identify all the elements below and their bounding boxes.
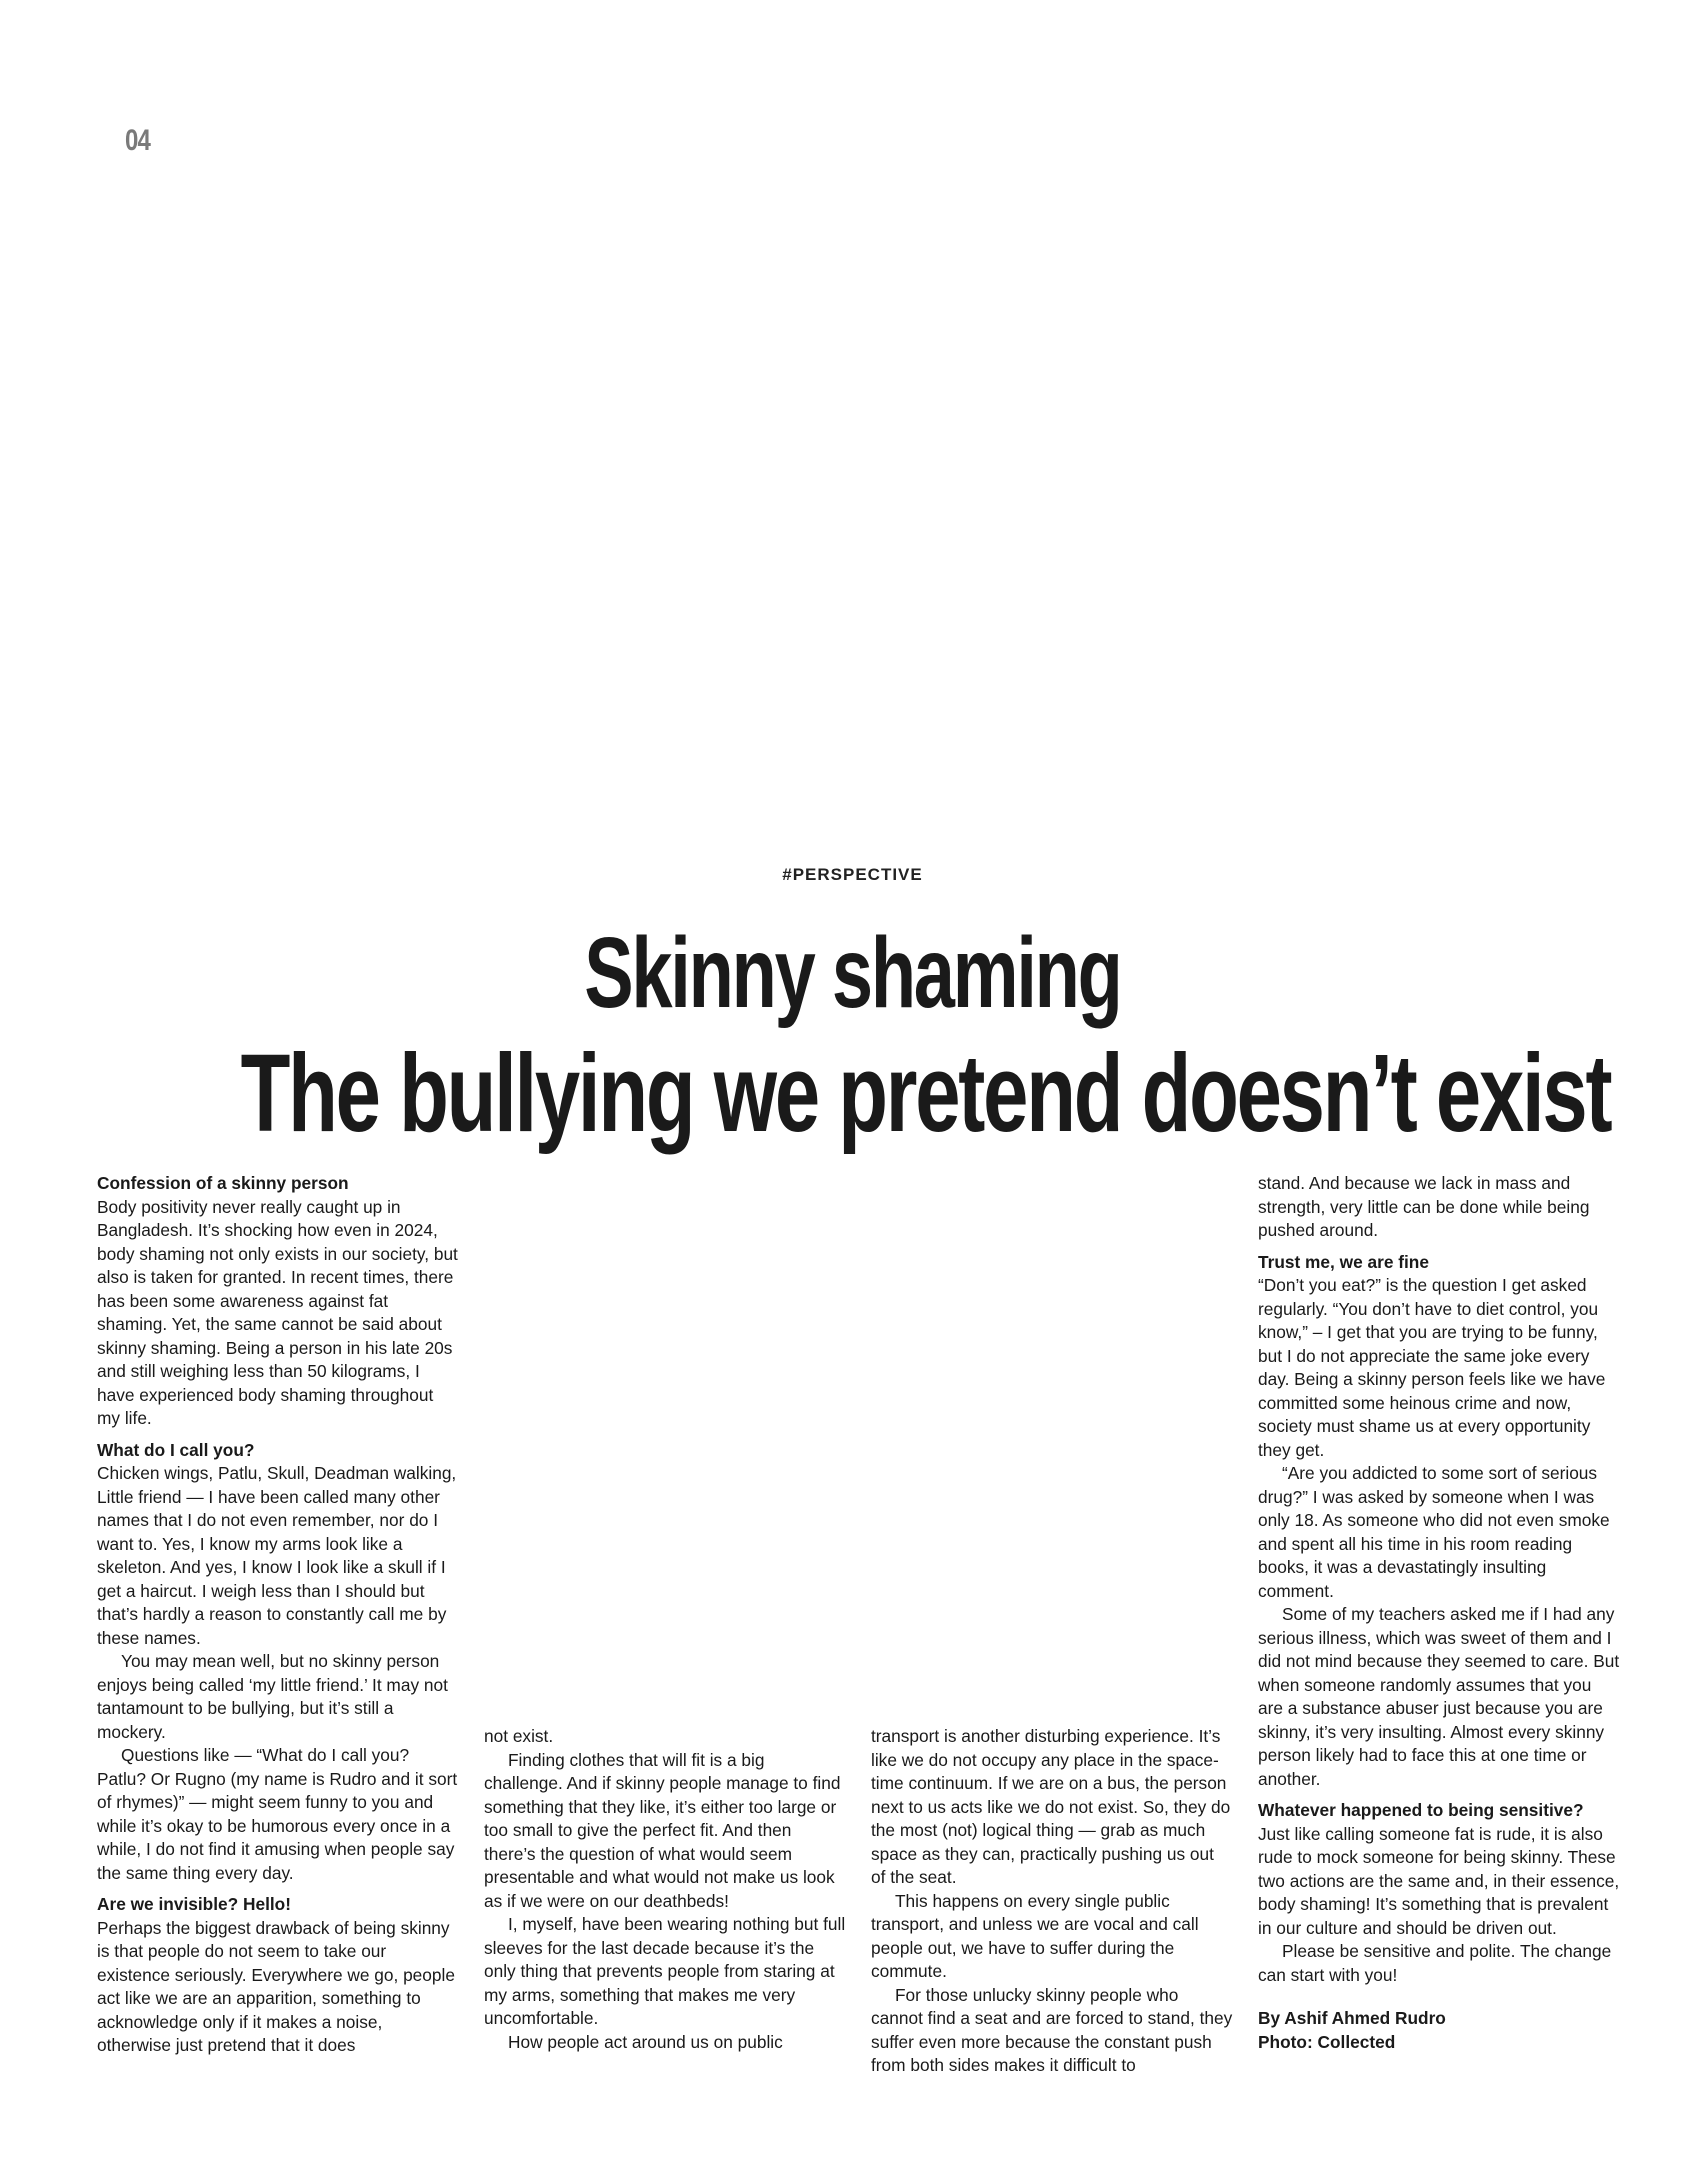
paragraph: “Don’t you eat?” is the question I get asked regularly. “You don’t have to diet control, you know,” – I get that you are trying to be funny, but I do not appreciate the same joke every day. Being a skinny person feels like we have committed some heinous crime and now, society must shame us at every opportunity they get.	[1258, 1275, 1606, 1460]
article-column-4	[1258, 1172, 1620, 2054]
photo-credit: Photo: Collected	[1258, 2031, 1396, 2052]
paragraph: Chicken wings, Patlu, Skull, Deadman walking, Little friend — I have been called many other names that I do not even remember, nor do I want to. Yes, I know my arms look like a skeleton. And yes, I know I look like a skull if I get a haircut. I weigh less than I should but that’s hardly a reason to constantly call me by these names.	[97, 1463, 457, 1648]
paragraph: This happens on every single public transport, and unless we are vocal and call people out, we have to suffer during the commute.	[871, 1890, 1199, 1981]
paragraph: Perhaps the biggest drawback of being skinny is that people do not seem to take our existence seriously. Everywhere we go, people act like we are an apparition, something to acknowledge only if it makes a noise, otherwise just pretend that it does	[97, 1917, 455, 2055]
paragraph: Just like calling someone fat is rude, it is also rude to mock someone for being skinny. These two actions are the same and, in their essence, body shaming! It’s something that is prevalent in our culture and should be driven out.	[1258, 1823, 1620, 1938]
paragraph: Questions like — “What do I call you? Patlu? Or Rugno (my name is Rudro and it sort of rhymes)” — might seem funny to you and while it’s okay to be humorous every once in a while, I do not find it amusing when people say the same thing every day.	[97, 1745, 458, 1883]
paragraph: stand. And because we lack in mass and strength, very little can be done while being pushed around.	[1258, 1173, 1590, 1240]
byline-block	[1258, 2007, 1620, 2054]
paragraph: I, myself, have been wearing nothing but full sleeves for the last decade because it’s the only thing that prevents people from staring at my arms, something that makes me very uncomfortable.	[484, 1914, 846, 2028]
headline-line-2: The bullying we pretend doesn’t exist	[240, 1032, 1611, 1155]
article-column-1	[97, 1172, 459, 2058]
paragraph: Body positivity never really caught up in Bangladesh. It’s shocking how even in 2024, body shaming not only exists in our society, but also is taken for granted. In recent times, there has been some awareness against fat shaming. Yet, the same cannot be said about skinny shaming. Being a person in his late 20s and still weighing less than 50 kilograms, I have experienced body shaming throughout my life.	[97, 1196, 458, 1428]
paragraph: Please be sensitive and polite. The change can start with you!	[1258, 1941, 1612, 1985]
author-byline: By Ashif Ahmed Rudro	[1258, 2008, 1446, 2028]
paragraph: “Are you addicted to some sort of serious drug?” I was asked by someone when I was only 18. As someone who did not even smoke and spent all his time in his room reading books, it was a devastatingly insulting comment.	[1258, 1463, 1610, 1601]
paragraph: For those unlucky skinny people who cannot find a seat and are forced to stand, they suffer even more because the constant push from both sides makes it difficult to	[871, 1984, 1233, 2075]
section-heading: Are we invisible? Hello!	[97, 1894, 291, 1914]
paragraph: Some of my teachers asked me if I had any serious illness, which was sweet of them and I did not mind because they seemed to care. But when someone randomly assumes that you are a substance abuser just because you are skinny, it’s very insulting. Almost every skinny person likely had to face this at one time or another.	[1258, 1604, 1620, 1789]
paragraph: transport is another disturbing experience. It’s like we do not occupy any place in the space-time continuum. If we are on a bus, the person next to us acts like we do not exist. So, they do the most (not) logical thing — grab as much space as they can, practically pushing us out of the seat.	[871, 1726, 1231, 1887]
paragraph: You may mean well, but no skinny person enjoys being called ‘my little friend.’ It may not tantamount to be bullying, but it’s still a mockery.	[97, 1651, 448, 1742]
paragraph: Finding clothes that will fit is a big challenge. And if skinny people manage to find something that they like, it’s either too large or too small to give the perfect fit. And then there’s the question of what would seem presentable and what would not make us look as if we were on our deathbeds!	[484, 1749, 841, 1911]
paragraph: How people act around us on public	[508, 2031, 783, 2052]
section-kicker: #PERSPECTIVE	[782, 865, 923, 884]
page-number: 04	[125, 124, 151, 157]
section-heading: Trust me, we are fine	[1258, 1251, 1429, 1272]
headline-line-1: Skinny shaming	[584, 917, 1121, 1029]
paragraph: not exist.	[484, 1726, 554, 1746]
section-heading: Whatever happened to being sensitive?	[1258, 1800, 1584, 1820]
article-column-3	[871, 1725, 1233, 2078]
section-heading: What do I call you?	[97, 1439, 255, 1460]
article-column-2	[484, 1725, 846, 2054]
section-heading: Confession of a skinny person	[97, 1173, 349, 1193]
